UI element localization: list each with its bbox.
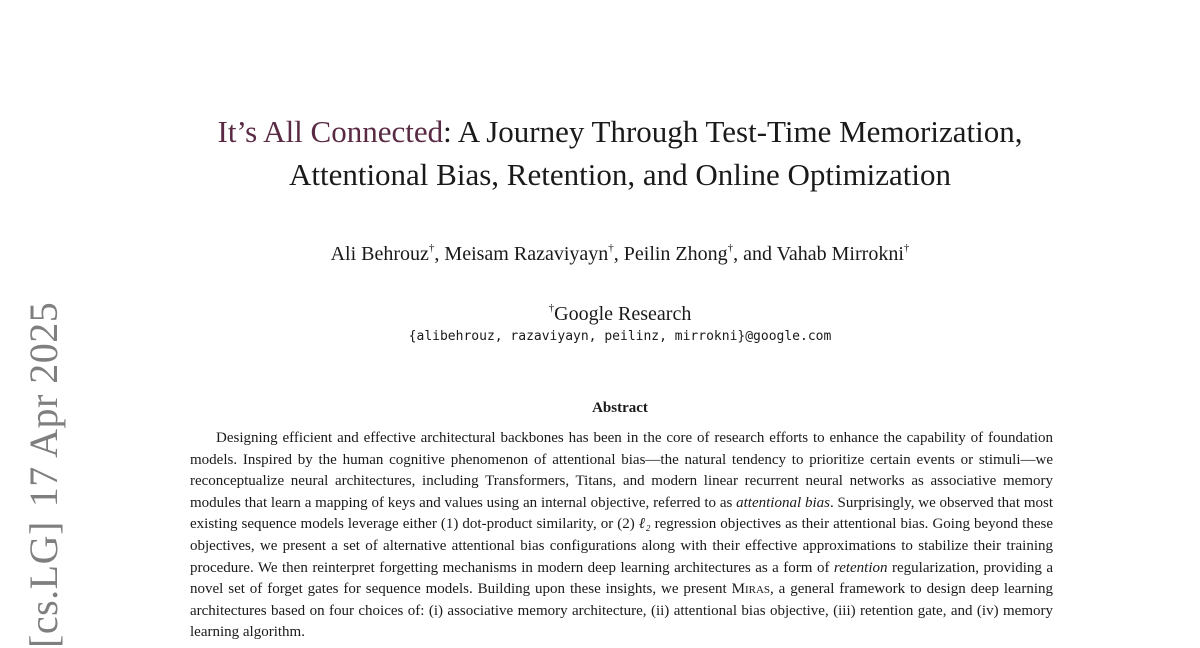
abstract-text: regression objectives as their attentional bias. Going beyond these objectives, we present a set of alternative attentional bias configurations along with their effective approximations to stabilize their training procedure. We then reinterpret forgetting mechanisms in modern deep learning architectures as a form of: [190, 516, 1053, 576]
author-affiliation-mark: †: [428, 242, 435, 254]
paper-title: [120, 110, 1120, 196]
abstract-text: . Surprisingly, we observed that most existing sequence models leverage either (1) dot-product similarity, or (2): [190, 494, 1053, 533]
affiliation-name: Google Research: [554, 303, 692, 325]
arxiv-date: 17 Apr 2025: [21, 301, 66, 508]
author-list: [120, 234, 1120, 268]
abstract-emphasis: attentional bias: [736, 494, 830, 511]
framework-name: Miras: [731, 581, 771, 598]
arxiv-category: [cs.LG]: [21, 521, 66, 648]
author-separator: ,: [613, 243, 624, 265]
author-name: Vahab Mirrokni: [776, 243, 904, 265]
author-affiliation-mark: †: [727, 242, 734, 254]
arxiv-identifier-stamp: [20, 302, 68, 648]
author-name: Meisam Razaviyayn: [444, 243, 609, 265]
abstract-heading: Abstract: [592, 400, 648, 416]
title-rest: : A Journey Through Test-Time Memorization,: [443, 114, 1023, 149]
title-line-1: [120, 110, 1120, 153]
author-name: Ali Behrouz: [330, 243, 429, 265]
author-name: Peilin Zhong: [623, 243, 728, 265]
author-separator: , and: [733, 243, 777, 265]
abstract-paragraph: [190, 428, 1053, 644]
math-l2-norm: ℓ₂: [638, 516, 651, 533]
author-separator: ,: [434, 243, 445, 265]
affiliation-mark: †: [548, 302, 555, 314]
title-accent: It’s All Connected: [217, 114, 444, 149]
title-line-2: Attentional Bias, Retention, and Online Optimization: [288, 157, 952, 192]
author-affiliation-mark: †: [903, 242, 910, 254]
abstract-text: regularization, providing a novel set of forget gates for sequence models. Building upon these insights, we present: [190, 559, 1053, 598]
author-affiliation-mark: †: [608, 242, 614, 254]
abstract-text: Designing efficient and effective architectural backbones has been in the core of research efforts to enhance the capability of foundation models. Inspired by the human cognitive phenomenon of attentional bias—the natural tendency to prioritize certain events or stimuli—we reconceptualize neural architectures, including Transformers, Titans, and modern linear recurrent neural networks as associative memory modules that learn a mapping of keys and values using an internal objective, referred to as: [190, 430, 1053, 511]
abstract-text: , a general framework to design deep learning architectures based on four choices of: (i) associative memory architecture, (ii) attentional bias objective, (iii) retention gate, and (iv) memory learning algorithm.: [190, 581, 1053, 641]
affiliation: [120, 294, 1120, 328]
abstract-emphasis: retention: [833, 559, 888, 576]
author-emails: {alibehrouz, razaviyayn, peilinz, mirrokni}@google.com: [408, 329, 832, 344]
